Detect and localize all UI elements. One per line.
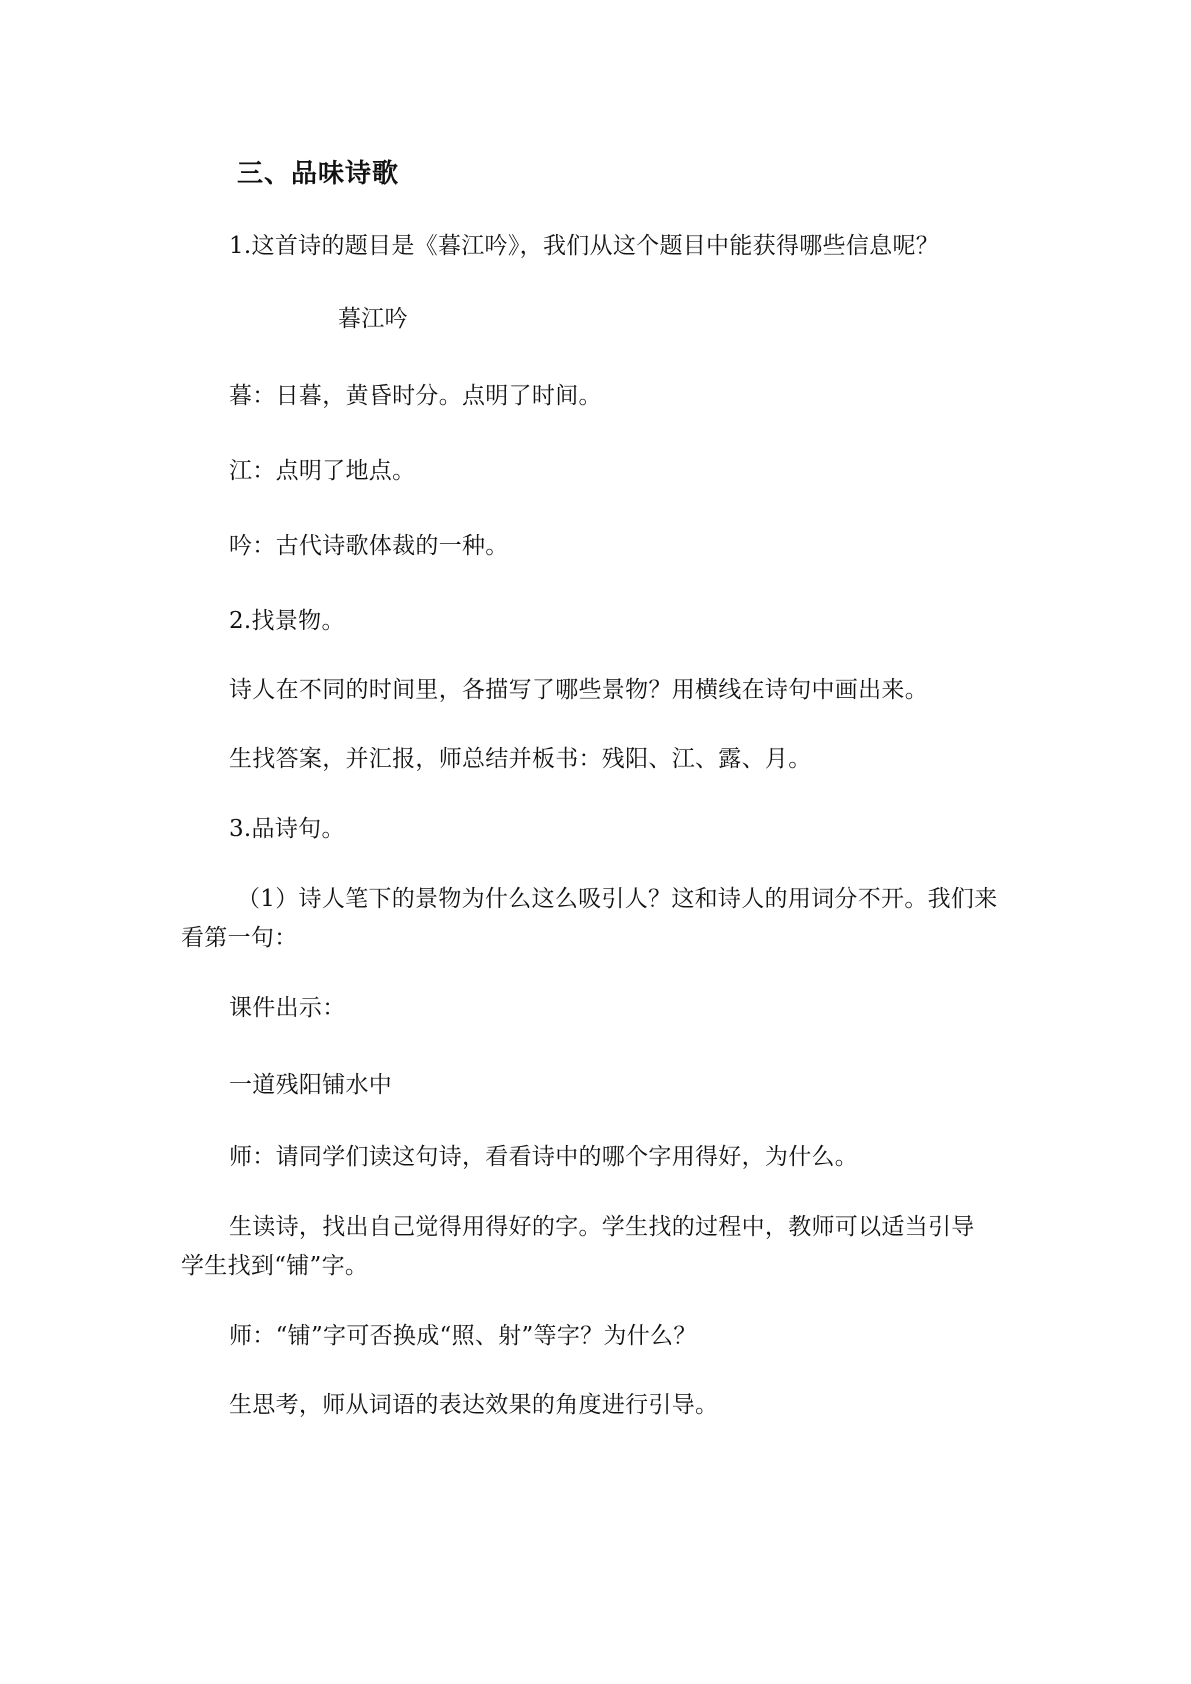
student-response-1-line-2: 学生找到“铺”字。 — [181, 1253, 369, 1279]
question-2-answer: 生找答案，并汇报，师总结并板书：残阳、江、露、月。 — [229, 746, 812, 772]
question-2-task: 诗人在不同的时间里，各描写了哪些景物？用横线在诗句中画出来。 — [229, 677, 928, 703]
poem-line: 一道残阳铺水中 — [229, 1072, 393, 1098]
explanation-mu: 暮：日暮，黄昏时分。点明了时间。 — [229, 383, 602, 409]
question-3: 3.品诗句。 — [229, 816, 345, 842]
explanation-yin: 吟：古代诗歌体裁的一种。 — [229, 533, 509, 559]
question-3-1-line-1: （1）诗人笔下的景物为什么这么吸引人？这和诗人的用词分不开。我们来 — [237, 886, 998, 912]
student-response-1-line-1: 生读诗，找出自己觉得用得好的字。学生找的过程中，教师可以适当引导 — [229, 1214, 975, 1240]
explanation-jiang: 江：点明了地点。 — [229, 458, 416, 484]
poem-title: 暮江吟 — [338, 306, 408, 332]
teacher-question-1: 师：请同学们读这句诗，看看诗中的哪个字用得好，为什么。 — [229, 1144, 859, 1170]
courseware-label: 课件出示： — [229, 995, 346, 1021]
section-heading: 三、品味诗歌 — [237, 159, 400, 189]
teacher-question-2: 师：“铺”字可否换成“照、射”等字？为什么？ — [229, 1323, 697, 1349]
question-1: 1.这首诗的题目是《暮江吟》，我们从这个题目中能获得哪些信息呢？ — [229, 233, 940, 259]
question-2: 2.找景物。 — [229, 608, 345, 634]
question-3-1-line-2: 看第一句： — [181, 925, 298, 951]
student-response-2: 生思考，师从词语的表达效果的角度进行引导。 — [229, 1392, 719, 1418]
